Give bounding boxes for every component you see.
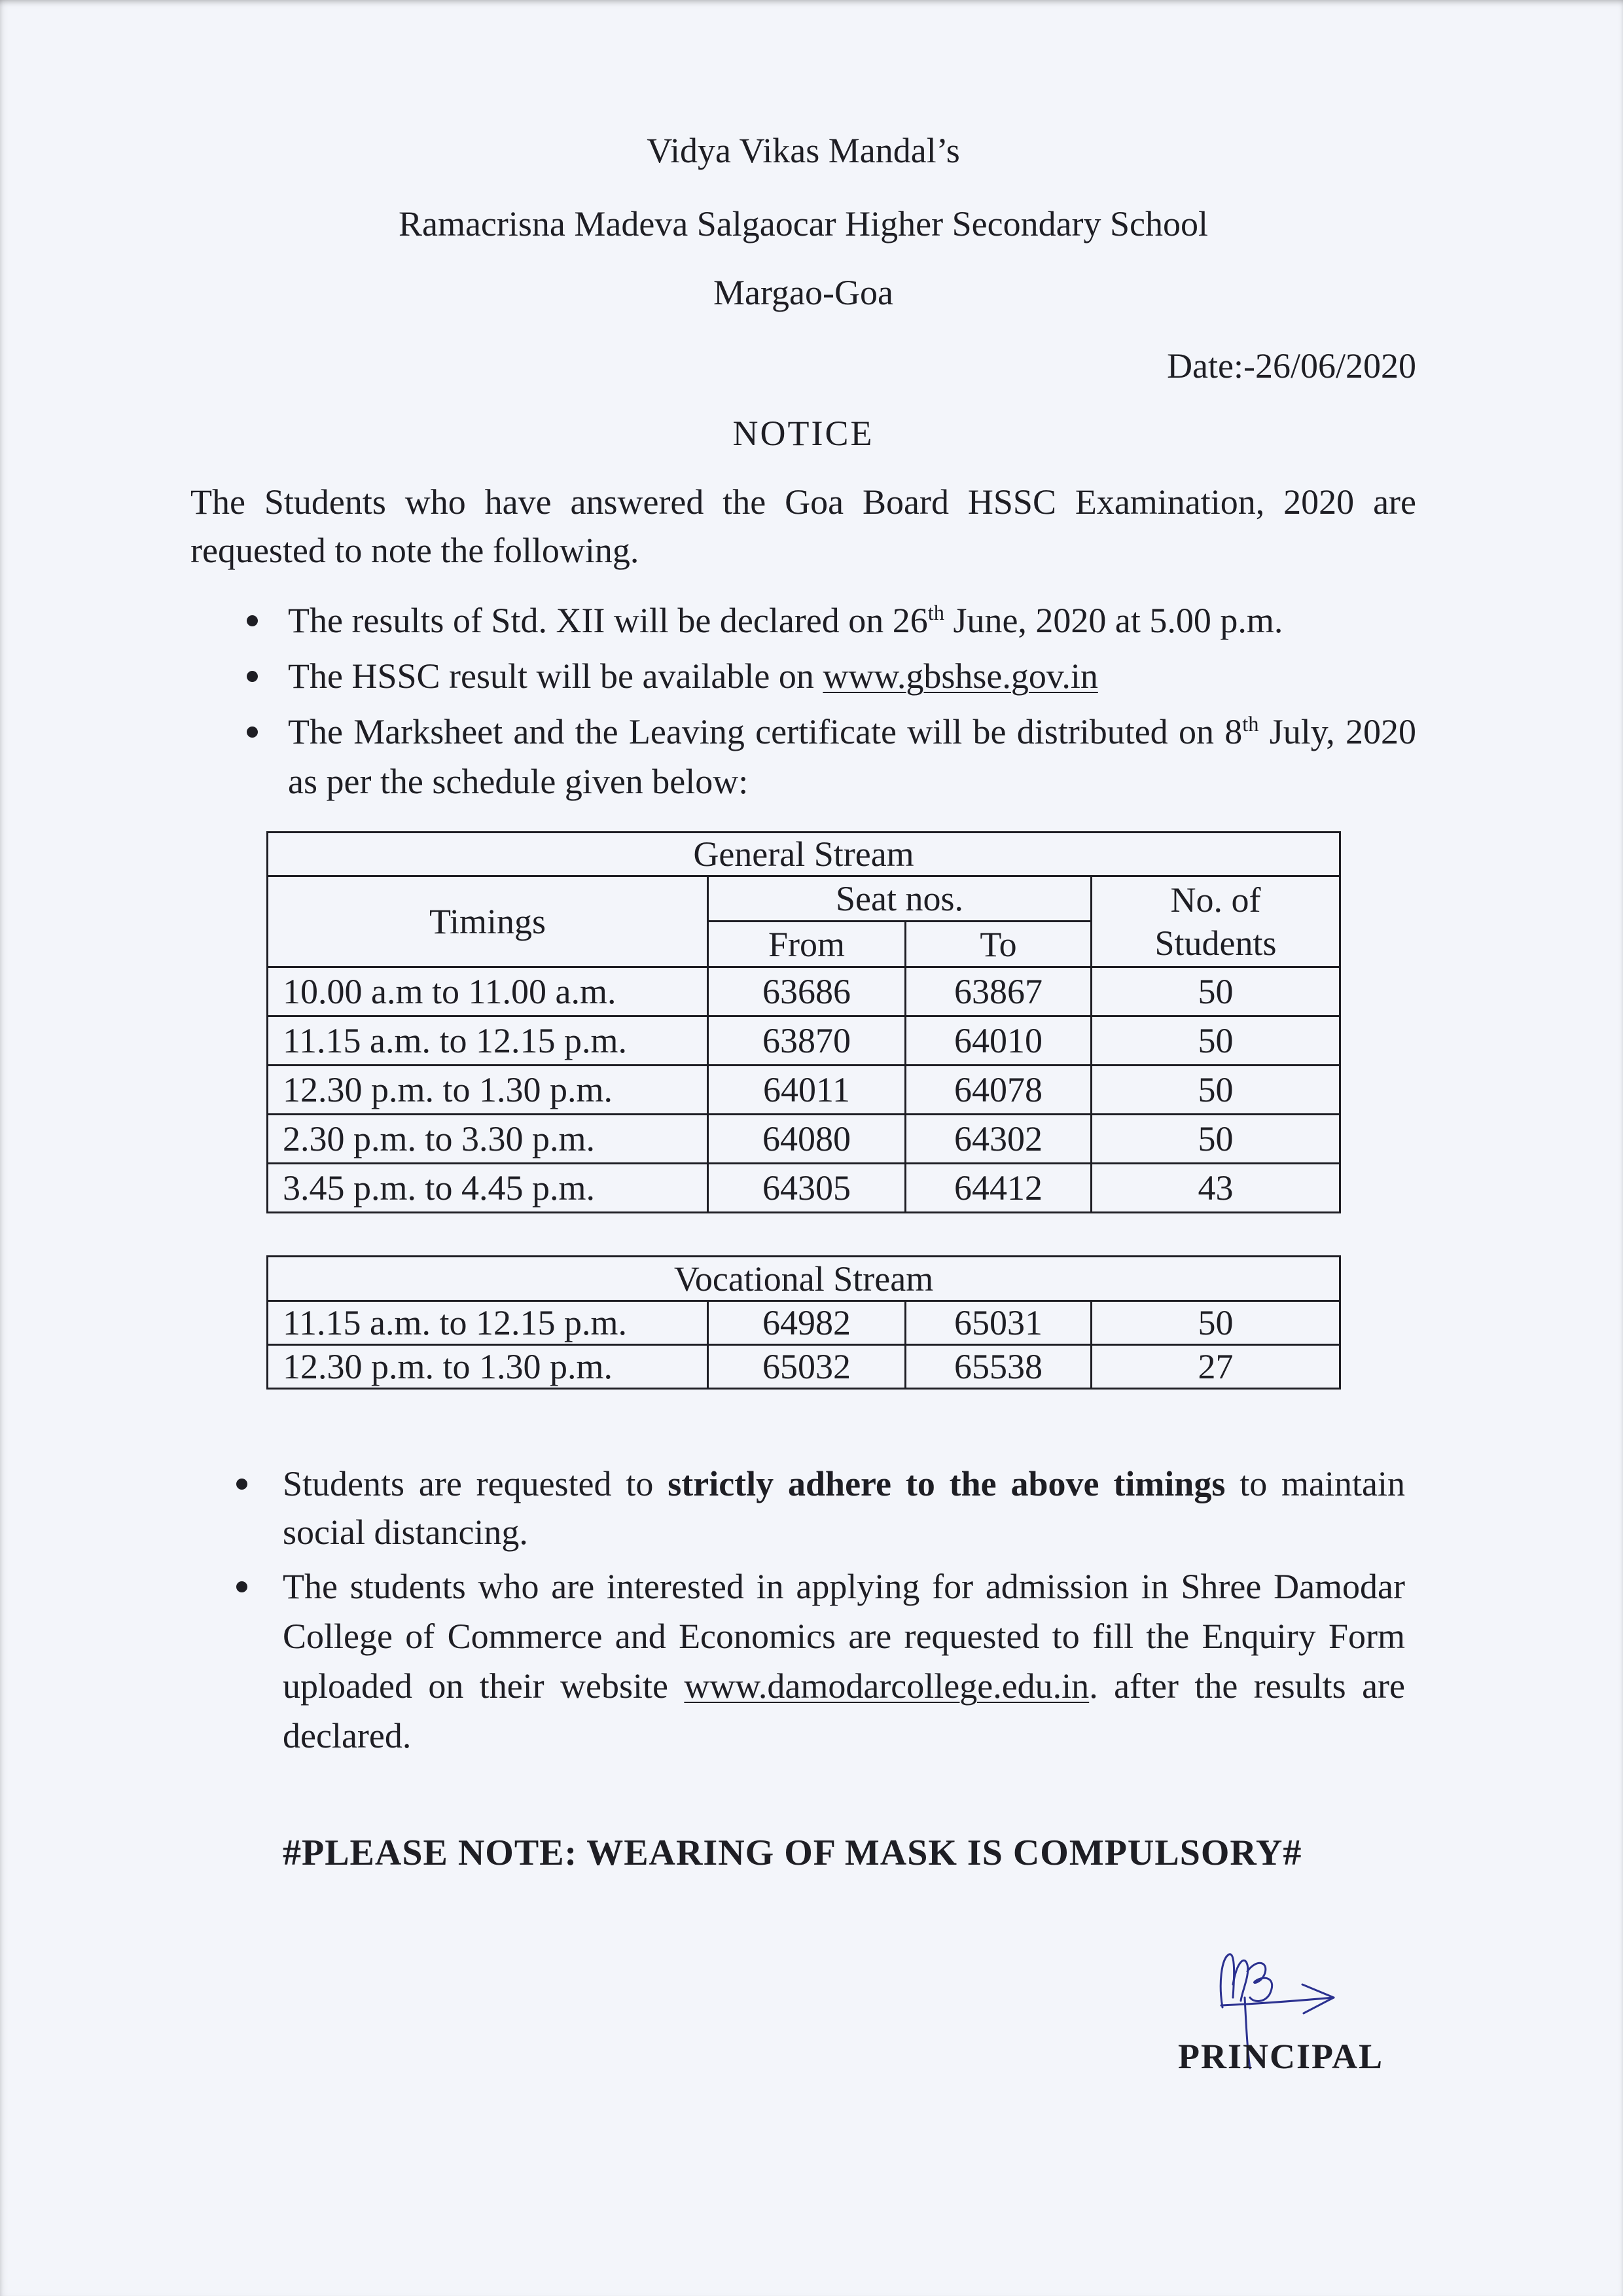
timing-cell: 12.30 p.m. to 1.30 p.m.	[268, 1345, 708, 1389]
table-row	[268, 1016, 1340, 1066]
seat-nos-header: Seat nos.	[708, 876, 1092, 922]
instruction-text: uploaded on their website	[283, 1666, 685, 1706]
seat-to-cell: 65031	[906, 1301, 1092, 1345]
students-count-cell: 50	[1092, 1016, 1340, 1066]
instruction-timings-line-1	[283, 1464, 1405, 1503]
instruction-timings-line-2: social distancing.	[283, 1513, 528, 1552]
bullet-icon	[247, 671, 258, 682]
table-row	[268, 1115, 1340, 1164]
from-header: From	[708, 922, 906, 967]
instruction-text: . after the results are	[1089, 1666, 1405, 1706]
damodar-college-link: www.damodarcollege.edu.in	[684, 1666, 1090, 1706]
seat-from-cell: 63870	[708, 1016, 906, 1066]
timing-cell: 11.15 a.m. to 12.15 p.m.	[268, 1016, 708, 1066]
announcement-results	[288, 601, 1416, 640]
announcement-distribution-line-2: as per the schedule given below:	[288, 762, 749, 801]
mask-notice: #PLEASE NOTE: WEARING OF MASK IS COMPULSORY#	[283, 1833, 1302, 1873]
instruction-admission-line-4: declared.	[283, 1716, 412, 1755]
ordinal-suffix: th	[1242, 713, 1259, 736]
instruction-admission-line-2: College of Commerce and Economics are requested to fill the Enquiry Form	[283, 1617, 1405, 1656]
signature-stroke	[1221, 1954, 1234, 2007]
timing-cell: 10.00 a.m to 11.00 a.m.	[268, 967, 708, 1016]
students-count-cell: 50	[1092, 1066, 1340, 1115]
students-count-cell: 50	[1092, 1115, 1340, 1164]
instruction-emphasis: strictly adhere to the above timings	[668, 1464, 1226, 1503]
students-header-label: No. of Students	[1154, 880, 1277, 963]
timing-cell: 12.30 p.m. to 1.30 p.m.	[268, 1066, 708, 1115]
seat-to-cell: 65538	[906, 1345, 1092, 1389]
seat-from-cell: 64982	[708, 1301, 906, 1345]
intro-line-2: requested to note the following.	[190, 531, 639, 570]
announcement-distribution-line-1	[288, 712, 1416, 751]
bullet-icon	[247, 726, 258, 738]
notice-date: Date:-26/06/2020	[1167, 346, 1416, 386]
table-row	[268, 1301, 1340, 1345]
ordinal-suffix: th	[927, 601, 944, 625]
instruction-text: to maintain	[1225, 1464, 1405, 1503]
instruction-text: Students are requested to	[283, 1464, 668, 1503]
seat-to-cell: 64412	[906, 1164, 1092, 1213]
announcement-text: July, 2020	[1258, 712, 1416, 751]
timing-cell: 11.15 a.m. to 12.15 p.m.	[268, 1301, 708, 1345]
table-title: General Stream	[268, 833, 1340, 876]
seat-from-cell: 64305	[708, 1164, 906, 1213]
to-header: To	[906, 922, 1092, 967]
table-title-row	[268, 1257, 1340, 1301]
seat-from-cell: 64080	[708, 1115, 906, 1164]
gbshse-link: www.gbshse.gov.in	[823, 656, 1098, 696]
timing-cell: 3.45 p.m. to 4.45 p.m.	[268, 1164, 708, 1213]
seat-from-cell: 65032	[708, 1345, 906, 1389]
table-header-row	[268, 876, 1340, 922]
bullet-icon	[236, 1479, 247, 1490]
notice-title: NOTICE	[732, 414, 874, 453]
table-row	[268, 967, 1340, 1016]
announcement-text: The HSSC result will be available on	[288, 656, 823, 696]
general-stream-table	[266, 831, 1341, 1213]
table-row	[268, 1345, 1340, 1389]
signature-stroke	[1233, 1960, 1248, 2001]
seat-from-cell: 64011	[708, 1066, 906, 1115]
announcement-text: June, 2020 at 5.00 p.m.	[944, 601, 1283, 640]
seat-to-cell: 64078	[906, 1066, 1092, 1115]
seat-to-cell: 63867	[906, 967, 1092, 1016]
timing-cell: 2.30 p.m. to 3.30 p.m.	[268, 1115, 708, 1164]
students-header	[1092, 876, 1340, 967]
bullet-icon	[236, 1581, 247, 1592]
vocational-stream-table	[266, 1255, 1341, 1390]
signature-stroke	[1247, 1963, 1272, 2001]
intro-line-1: The Students who have answered the Goa Board HSSC Examination, 2020 are	[190, 482, 1416, 522]
table-title: Vocational Stream	[268, 1257, 1340, 1301]
org-name: Vidya Vikas Mandal’s	[647, 131, 960, 170]
timings-header: Timings	[268, 876, 708, 967]
seat-from-cell: 63686	[708, 967, 906, 1016]
students-count-cell: 43	[1092, 1164, 1340, 1213]
table-title-row	[268, 833, 1340, 876]
students-count-cell: 50	[1092, 967, 1340, 1016]
students-count-cell: 50	[1092, 1301, 1340, 1345]
school-name: Ramacrisna Madeva Salgaocar Higher Secondary School	[398, 204, 1209, 243]
seat-to-cell: 64010	[906, 1016, 1092, 1066]
announcement-text: The Marksheet and the Leaving certificate will be distributed on 8	[288, 712, 1243, 751]
instruction-admission-line-1: The students who are interested in applying for admission in Shree Damodar	[283, 1567, 1405, 1606]
announcement-website	[288, 656, 1416, 696]
instruction-admission-line-3	[283, 1666, 1405, 1706]
seat-to-cell: 64302	[906, 1115, 1092, 1164]
signature-stroke	[1221, 1998, 1334, 2005]
announcement-text: The results of Std. XII will be declared on 26	[288, 601, 928, 640]
students-count-cell: 27	[1092, 1345, 1340, 1389]
signatory-title: PRINCIPAL	[1178, 2037, 1383, 2076]
bullet-icon	[247, 615, 258, 626]
table-row	[268, 1164, 1340, 1213]
school-location: Margao-Goa	[713, 273, 893, 312]
table-row	[268, 1066, 1340, 1115]
